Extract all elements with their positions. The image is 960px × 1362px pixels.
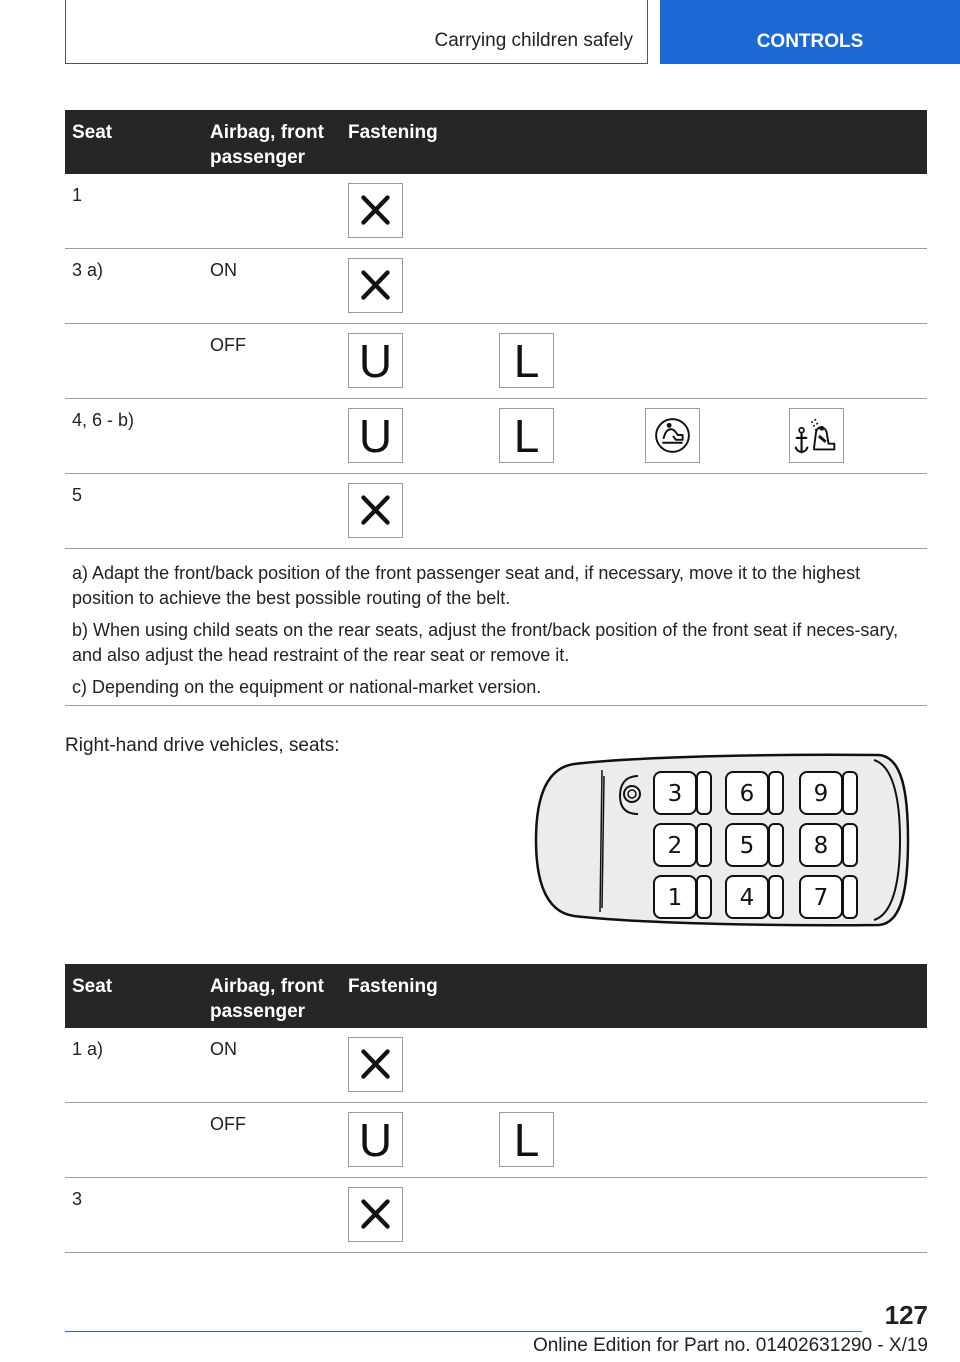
column-seat: Seat [72,122,113,143]
seat-label: 3 [667,781,683,807]
table-row [65,1028,927,1103]
symbol-u: U [358,1114,393,1166]
seat-number: 1 a) [72,1039,104,1059]
table-row [65,249,927,324]
universal-seat-symbol [348,1112,403,1167]
seat-number: 4, 6 - b) [72,410,135,430]
table-row [65,324,927,399]
table-row [65,174,927,249]
row-group-seat-3 [65,249,927,399]
universal-seat-symbol [348,408,403,463]
seat-number: 3 [72,1189,83,1209]
seat-label: 5 [739,833,755,859]
section-title: Carrying children safely [434,30,633,51]
controls-tab[interactable] [660,0,960,64]
seat-label: 2 [667,833,683,859]
symbol-l: L [513,410,540,462]
seat-label: 6 [739,781,755,807]
symbol-u: U [358,335,393,387]
symbol-l: L [513,335,540,387]
rhd-caption: Right-hand drive vehicles, seats: [65,735,340,756]
semi-universal-seat-symbol [499,1112,554,1167]
airbag-state: OFF [210,1114,246,1134]
seat-number: 1 [72,185,83,205]
not-permitted-icon [348,483,403,538]
controls-tab-label: CONTROLS [756,31,864,52]
seat-table-left-hand [65,110,927,549]
not-permitted-icon [348,1187,403,1242]
table-row [65,474,927,549]
seat-label: 4 [739,885,755,911]
seat-layout-svg [534,752,910,928]
airbag-state: ON [210,1039,237,1059]
table-row [65,1103,927,1178]
table-row [65,1178,927,1253]
seat-number: 5 [72,485,83,505]
universal-seat-symbol [348,333,403,388]
column-airbag: Airbag, front passenger [210,122,324,168]
column-airbag: Airbag, front passenger [210,976,324,1022]
column-seat: Seat [72,976,113,997]
seat-label: 8 [813,833,829,859]
footnote-c: c) Depending on the equipment or national-market version. [72,677,542,697]
not-permitted-icon [348,1037,403,1092]
footnote-b: b) When using child seats on the rear seats, adjust the front/back position of the front seat if neces-sary, and also adjust the head restraint of the rear seat or remove it. [72,620,899,665]
not-permitted-icon [348,183,403,238]
seat-label: 7 [813,885,829,911]
footnote-a: a) Adapt the front/back position of the front passenger seat and, if necessary, move it to the highest position to achieve the best possible routing of the belt. [72,563,861,608]
edition-text: Online Edition for Part no. 01402631290 - X/19 [532,1335,928,1356]
header-section-box [65,0,648,64]
symbol-l: L [513,1114,540,1166]
semi-universal-seat-symbol [499,408,554,463]
seat-table-right-hand [65,964,927,1253]
column-fastening: Fastening [348,976,438,997]
semi-universal-seat-symbol [499,333,554,388]
not-permitted-icon [348,258,403,313]
page-number: 127 [884,1300,928,1330]
i-size-seat-icon [645,408,700,463]
isofix-seat-icon [789,408,844,463]
seat-label: 9 [813,781,829,807]
seat-label: 1 [667,885,683,911]
column-fastening: Fastening [348,122,438,143]
airbag-state: OFF [210,335,246,355]
symbol-u: U [358,410,393,462]
table-header [65,110,927,174]
table-header [65,964,927,1028]
rhd-seat-diagram [534,752,910,933]
footer-divider [65,1331,862,1332]
table-footnotes [65,552,927,706]
airbag-state: ON [210,260,237,280]
table-row [65,399,927,474]
seat-number: 3 a) [72,260,104,280]
